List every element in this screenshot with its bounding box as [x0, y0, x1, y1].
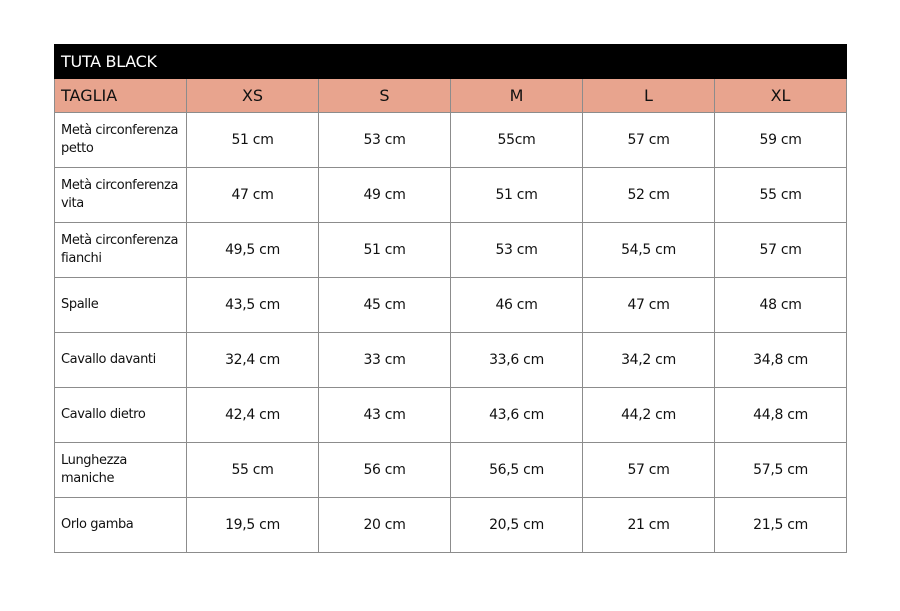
table-cell: 51 cm	[319, 223, 451, 278]
table-cell: 33,6 cm	[451, 333, 583, 388]
table-cell: 20 cm	[319, 498, 451, 553]
table-cell: 19,5 cm	[187, 498, 319, 553]
header-row	[55, 79, 847, 113]
table-row	[55, 388, 847, 443]
row-label: Spalle	[55, 278, 187, 333]
title-row	[55, 45, 847, 79]
row-label: Orlo gamba	[55, 498, 187, 553]
table-cell: 32,4 cm	[187, 333, 319, 388]
table-row	[55, 168, 847, 223]
table-cell: 53 cm	[451, 223, 583, 278]
table-cell: 42,4 cm	[187, 388, 319, 443]
table-cell: 55 cm	[187, 443, 319, 498]
header-size-m: M	[451, 79, 583, 113]
table-cell: 45 cm	[319, 278, 451, 333]
table-cell: 46 cm	[451, 278, 583, 333]
table-cell: 33 cm	[319, 333, 451, 388]
table-cell: 57 cm	[583, 113, 715, 168]
table-cell: 59 cm	[715, 113, 847, 168]
table-cell: 56,5 cm	[451, 443, 583, 498]
table-cell: 43 cm	[319, 388, 451, 443]
table-cell: 57 cm	[583, 443, 715, 498]
row-label: Metà circonferenza fianchi	[55, 223, 187, 278]
table-cell: 57,5 cm	[715, 443, 847, 498]
header-size-xl: XL	[715, 79, 847, 113]
table-cell: 43,5 cm	[187, 278, 319, 333]
table-row	[55, 443, 847, 498]
table-cell: 49,5 cm	[187, 223, 319, 278]
table-cell: 43,6 cm	[451, 388, 583, 443]
row-label: Metà circonferenza petto	[55, 113, 187, 168]
row-label: Cavallo davanti	[55, 333, 187, 388]
table-row	[55, 498, 847, 553]
row-label: Cavallo dietro	[55, 388, 187, 443]
table-cell: 51 cm	[451, 168, 583, 223]
table-cell: 34,8 cm	[715, 333, 847, 388]
row-label: Metà circonferenza vita	[55, 168, 187, 223]
table-cell: 47 cm	[187, 168, 319, 223]
table-cell: 48 cm	[715, 278, 847, 333]
table-cell: 47 cm	[583, 278, 715, 333]
header-size-l: L	[583, 79, 715, 113]
header-size-s: S	[319, 79, 451, 113]
table-cell: 55 cm	[715, 168, 847, 223]
table-cell: 57 cm	[715, 223, 847, 278]
table-row	[55, 223, 847, 278]
table-row	[55, 333, 847, 388]
row-label: Lunghezza maniche	[55, 443, 187, 498]
table-cell: 52 cm	[583, 168, 715, 223]
size-chart	[54, 44, 846, 553]
table-cell: 44,2 cm	[583, 388, 715, 443]
table-cell: 21 cm	[583, 498, 715, 553]
header-size-xs: XS	[187, 79, 319, 113]
table-cell: 54,5 cm	[583, 223, 715, 278]
table-cell: 55cm	[451, 113, 583, 168]
table-cell: 20,5 cm	[451, 498, 583, 553]
table-cell: 53 cm	[319, 113, 451, 168]
table-cell: 56 cm	[319, 443, 451, 498]
table-cell: 51 cm	[187, 113, 319, 168]
header-size-label: TAGLIA	[55, 79, 187, 113]
table-cell: 21,5 cm	[715, 498, 847, 553]
table-row	[55, 278, 847, 333]
table-cell: 34,2 cm	[583, 333, 715, 388]
table-cell: 44,8 cm	[715, 388, 847, 443]
table-title: TUTA BLACK	[55, 45, 847, 79]
table-row	[55, 113, 847, 168]
table-cell: 49 cm	[319, 168, 451, 223]
size-table	[54, 44, 847, 553]
